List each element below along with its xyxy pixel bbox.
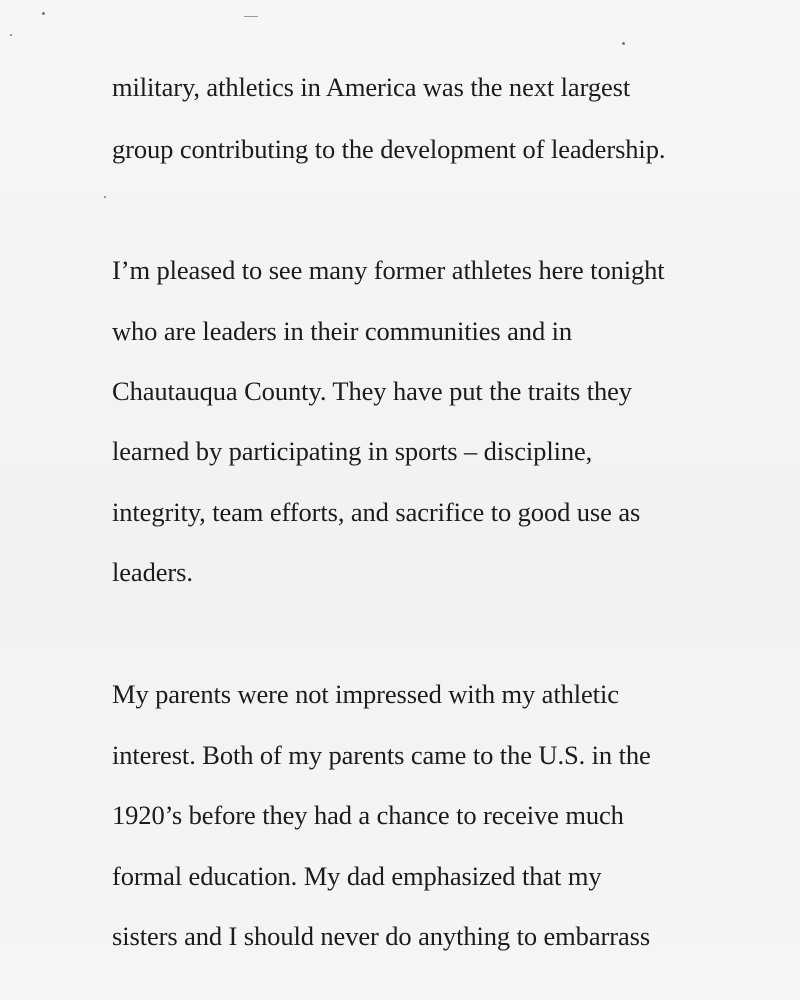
text-line: formal education. My dad emphasized that my xyxy=(112,861,602,891)
text-line: who are leaders in their communities and in xyxy=(112,316,573,346)
scan-speck xyxy=(10,34,12,36)
text-line: sisters and I should never do anything to embarrass xyxy=(112,921,651,951)
scan-speck xyxy=(104,196,106,198)
text-line: military, athletics in America was the next largest xyxy=(112,72,631,102)
text-line: Chautauqua County. They have put the traits they xyxy=(112,376,632,406)
text-line: learned by participating in sports – discipline, xyxy=(112,436,593,466)
text-line: leaders. xyxy=(112,557,193,587)
text-line: I’m pleased to see many former athletes here tonight xyxy=(112,255,665,285)
text-line: integrity, team efforts, and sacrifice to good use as xyxy=(112,497,641,527)
scan-speck xyxy=(42,12,45,15)
scan-speck xyxy=(622,42,625,45)
text-line: My parents were not impressed with my athletic xyxy=(112,679,619,709)
text-line: 1920’s before they had a chance to receive much xyxy=(112,800,624,830)
scan-mark xyxy=(244,16,258,17)
text-line: group contributing to the development of leadership. xyxy=(112,134,666,164)
text-line: interest. Both of my parents came to the U.S. in the xyxy=(112,740,651,770)
